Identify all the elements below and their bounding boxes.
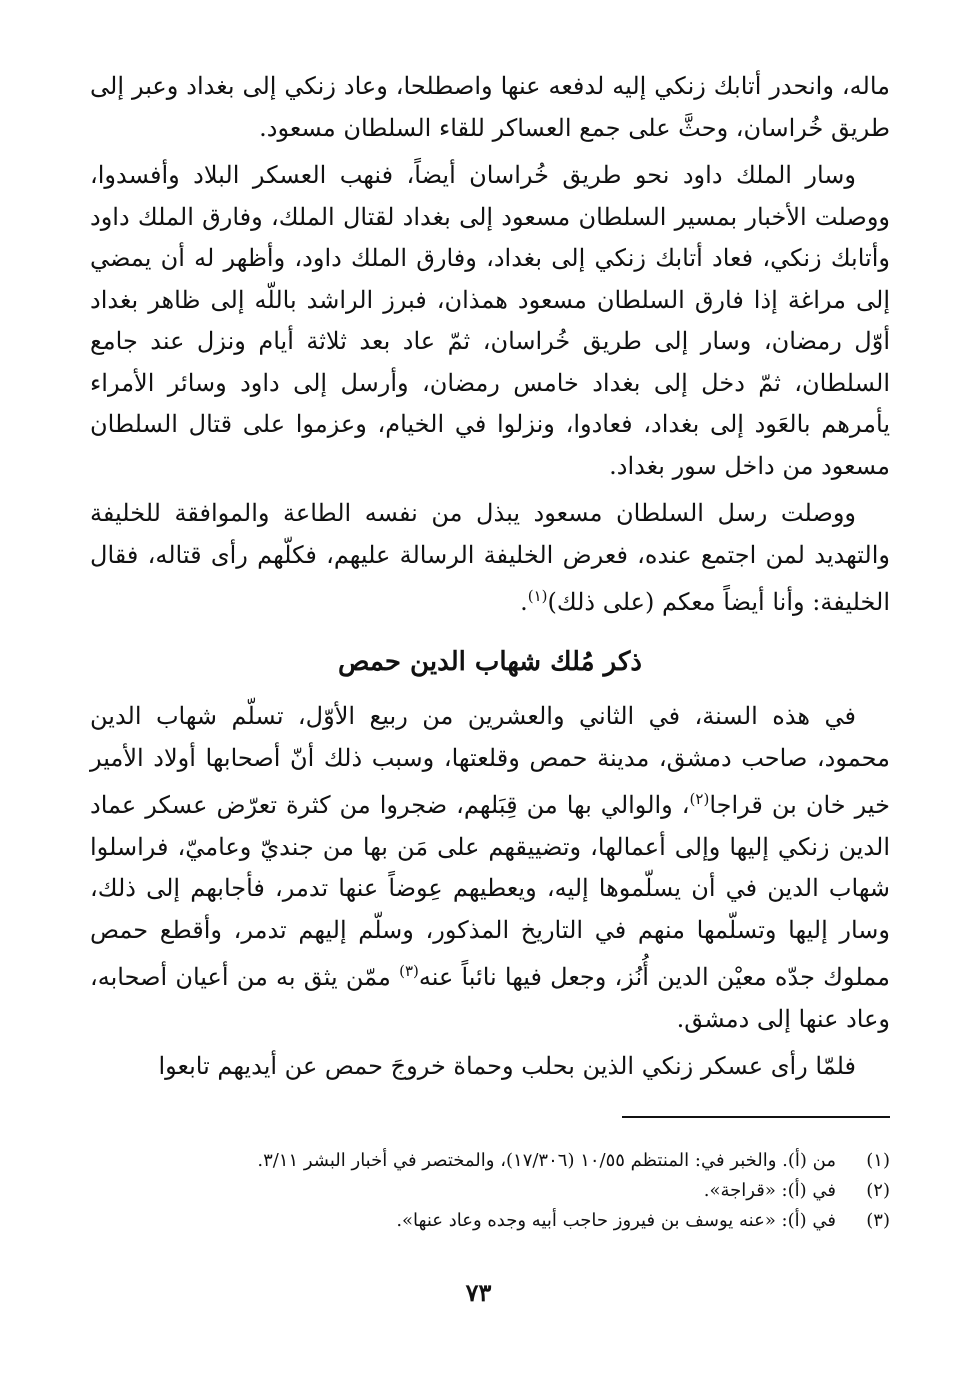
footnote-number: (٣) (866, 1210, 890, 1231)
paragraph-3-tail: . (520, 588, 528, 616)
body-text-top (90, 66, 890, 624)
footnote-2 (130, 1176, 890, 1206)
paragraph-3-text: ووصلت رسل السلطان مسعود يبذل من نفسه الطاعة والموافقة للخليفة والتهديد لمن اجتمع عنده، فعرض الخليفة الرسالة عليهم، فكلّهم رأى قتاله، فقال الخليفة: وأنا أيضاً معكم (على ذلك) (90, 499, 890, 616)
footnote-ref-3: (٣) (399, 962, 419, 980)
paragraph-3 (90, 493, 890, 624)
page-number: ٧٣ (465, 1278, 492, 1307)
footnote-text: في (أ): «قراجة». (703, 1180, 836, 1201)
footnote-text: في (أ): «عنه يوسف بن فيروز حاجب أبيه وجده وعاد عنها». (396, 1210, 836, 1231)
footnote-ref-1: (١) (527, 587, 548, 605)
footnotes (130, 1146, 890, 1236)
footnote-text: من (أ). والخبر في: المنتظم ١٠/٥٥ (١٧/٣٠٦)، والمختصر في أخبار البشر ٣/١١. (257, 1150, 836, 1171)
section-paragraph-1 (90, 696, 890, 1040)
footnote-3 (130, 1206, 890, 1236)
section-paragraph-1-part3: ممّن يثق به من أعيان أصحابه، وعاد عنها إلى دمشق. (90, 963, 890, 1033)
footnote-separator (622, 1116, 890, 1118)
section-paragraph-1-part1: في هذه السنة، في الثاني والعشرين من ربيع الأوّل، تسلّم شهاب الدين محمود، صاحب دمشق، مدينة حمص وقلعتها، وسبب ذلك أنّ أصحابها أولاد الأمير خير خان بن قراجا (90, 702, 890, 819)
section-paragraph-2: فلمّا رأى عسكر زنكي الذين بحلب وحماة خروجَ حمص عن أيديهم تابعوا (158, 1052, 856, 1080)
section-paragraph-1-part2: ، والوالي بها من قِبَلهم، ضجروا من كثرة تعرّض عسكر عماد الدين زنكي إليها وإلى أعمالها، وتضييقهم على مَن بها من جنديّ وعاميّ، فراسلوا شهاب الدين في أن يسلّموها إليه، ويعطيهم عِوضاً عنها تدمر، فأجابهم إلى ذلك، وسار إليها وتسلّمها منهم في التاريخ المذكور، وسلّم إليهم تدمر، وأقطع حمص مملوك جدّه معيْن الدين أُنُز، وجعل فيها نائباً عنه (90, 791, 890, 991)
footnote-number: (٢) (866, 1180, 890, 1201)
section-heading: ذكر مُلك شهاب الدين حمص (338, 647, 642, 677)
body-text-section (90, 696, 890, 1088)
footnote-number: (١) (866, 1150, 890, 1171)
paragraph-1: ماله، وانحدر أتابك زنكي إليه لدفعه عنها واصطلحا، وعاد زنكي إلى بغداد وعبر إلى طريق خُراسان، وحثَّ على جمع العساكر للقاء السلطان مسعود. (90, 72, 890, 142)
paragraph-2: وسار الملك داود نحو طريق خُراسان أيضاً، فنهب العسكر البلاد وأفسدوا، ووصلت الأخبار بمسير السلطان مسعود إلى بغداد لقتال الملك، وفارق الملك داود وأتابك زنكي، فعاد أتابك زنكي إلى بغداد، وفارق الملك داود، وأظهر له أن يمضي إلى مراغة إذا فارق السلطان مسعود همذان، فبرز الراشد باللّه إلى ظاهر بغداد أوّل رمضان، وسار إلى طريق خُراسان، ثمّ عاد بعد ثلاثة أيام ونزل عند جامع السلطان، ثمّ دخل إلى بغداد خامس رمضان، وأرسل إلى داود وسائر الأمراء يأمرهم بالعَود إلى بغداد، فعادوا، ونزلوا في الخيام، وعزموا على قتال السلطان مسعود من داخل سور بغداد. (90, 161, 890, 480)
footnote-ref-2: (٢) (689, 790, 710, 808)
footnote-1 (130, 1146, 890, 1176)
